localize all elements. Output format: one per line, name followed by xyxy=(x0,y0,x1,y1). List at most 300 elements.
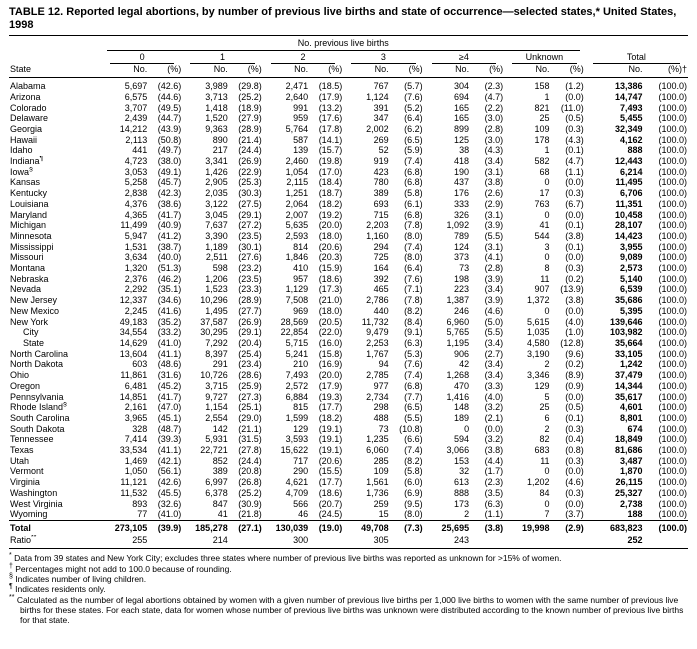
count-cell: 2 xyxy=(544,423,550,434)
percent-cell: (0.1) xyxy=(565,145,584,156)
percent-cell xyxy=(148,535,182,549)
count-cell: 3,341 xyxy=(205,156,228,167)
count-cell: 613 xyxy=(454,477,470,488)
count-cell: 3,707 xyxy=(124,102,148,113)
percent-cell: (18.6) xyxy=(318,273,343,284)
count-cell: 465 xyxy=(373,284,389,295)
count-cell: 977 xyxy=(373,380,389,391)
count-cell: 5 xyxy=(544,391,550,402)
percent-cell: (3.8) xyxy=(484,177,504,188)
percent-cell: (15.8) xyxy=(318,348,343,359)
percent-cell: (3.4) xyxy=(484,156,504,167)
no-header: No. xyxy=(343,64,389,77)
percent-cell: (0.0) xyxy=(565,252,584,263)
percent-cell: (41.1) xyxy=(157,348,182,359)
count-cell: 347 xyxy=(373,113,389,124)
count-cell: 957 xyxy=(293,273,309,284)
percent-cell: (38.7) xyxy=(157,241,182,252)
count-cell: 767 xyxy=(373,81,389,92)
percent-cell: (4.6) xyxy=(565,477,584,488)
count-cell: 2,115 xyxy=(286,177,309,188)
state-label: Washington xyxy=(10,487,58,498)
percent-cell: (31.6) xyxy=(157,370,182,381)
percent-cell: (3.4) xyxy=(484,370,504,381)
count-cell: 3 xyxy=(544,241,550,252)
percent-cell: (19.0) xyxy=(309,520,343,534)
percent-cell: (0.3) xyxy=(565,487,584,498)
count-cell: 5,455 xyxy=(620,113,643,124)
table-row xyxy=(9,349,688,360)
count-cell: 129 xyxy=(293,423,309,434)
count-cell: 328 xyxy=(132,423,148,434)
percent-cell: (6.8) xyxy=(404,177,423,188)
percent-cell: (6.1) xyxy=(404,198,423,209)
count-cell: 178 xyxy=(534,134,550,145)
count-cell: 5,947 xyxy=(124,230,148,241)
count-cell: 12,443 xyxy=(615,156,643,167)
percent-cell: (100.0) xyxy=(658,198,687,209)
count-cell: 6,378 xyxy=(205,487,228,498)
count-cell: 888 xyxy=(627,145,643,156)
count-cell: 3,989 xyxy=(205,81,228,92)
count-cell: 304 xyxy=(454,81,470,92)
count-cell: 1 xyxy=(544,145,550,156)
count-cell: 1,426 xyxy=(205,166,228,177)
percent-cell: (0.4) xyxy=(565,434,584,445)
percent-cell: (39.9) xyxy=(148,520,182,534)
count-cell: 389 xyxy=(373,188,389,199)
count-cell: 109 xyxy=(373,466,389,477)
count-cell: 1,561 xyxy=(366,477,389,488)
percent-cell: (3.9) xyxy=(484,273,504,284)
percent-cell: (6.9) xyxy=(404,487,423,498)
no-header: No. xyxy=(182,64,228,77)
percent-cell: (23.5) xyxy=(238,230,262,241)
count-cell: 1,469 xyxy=(124,455,148,466)
count-cell: 906 xyxy=(454,348,470,359)
count-cell: 153 xyxy=(454,455,470,466)
percent-cell: (18.9) xyxy=(238,102,262,113)
count-cell: 2,905 xyxy=(205,177,228,188)
table-row xyxy=(9,499,688,510)
percent-cell: (7.8) xyxy=(404,220,423,231)
count-cell: 46 xyxy=(298,509,309,520)
percent-cell: (100.0) xyxy=(658,273,687,284)
column-group-1: 1 xyxy=(182,51,262,65)
percent-cell: (6.8) xyxy=(404,380,423,391)
percent-cell: (7.6) xyxy=(404,273,423,284)
count-cell: 852 xyxy=(212,455,228,466)
percent-cell: (2.3) xyxy=(484,477,504,488)
table-row xyxy=(9,359,688,370)
count-cell: 1,251 xyxy=(285,188,309,199)
state-label: Total xyxy=(9,520,102,534)
percent-cell: (41.0) xyxy=(157,337,182,348)
percent-cell: (0.3) xyxy=(565,263,584,274)
percent-cell: (100.0) xyxy=(658,509,687,520)
percent-cell: (2.9) xyxy=(484,198,504,209)
percent-cell: (6.2) xyxy=(404,123,423,134)
count-cell: 391 xyxy=(373,102,389,113)
header-cols-row xyxy=(9,51,688,65)
count-cell: 2,786 xyxy=(366,295,389,306)
percent-cell: (17.7) xyxy=(318,402,343,413)
table-row xyxy=(9,295,688,306)
count-cell: 389 xyxy=(212,466,228,477)
table-row xyxy=(9,188,688,199)
percent-cell: (0.1) xyxy=(565,220,584,231)
count-cell: 1,599 xyxy=(285,412,309,423)
percent-cell: (8.4) xyxy=(404,316,423,327)
count-cell: 2,035 xyxy=(205,188,228,199)
percent-cell: (4.0) xyxy=(484,391,504,402)
percent-cell: (3.8) xyxy=(565,295,584,306)
count-cell: 285 xyxy=(373,455,389,466)
count-cell: 488 xyxy=(373,412,389,423)
percent-cell: (100.0) xyxy=(658,81,687,92)
count-cell: 2,439 xyxy=(124,113,148,124)
count-cell: 1,767 xyxy=(366,348,389,359)
percent-cell: (0.0) xyxy=(565,466,584,477)
table-row xyxy=(9,113,688,124)
count-cell: 11,499 xyxy=(120,220,148,231)
count-cell: 12,337 xyxy=(119,295,148,306)
state-label: Kentucky xyxy=(10,188,48,199)
percent-cell: (5.9) xyxy=(404,145,423,156)
count-cell: 333 xyxy=(454,198,470,209)
count-cell: 5,258 xyxy=(124,177,148,188)
count-cell: 7 xyxy=(544,509,550,520)
percent-cell: (3.5) xyxy=(484,487,504,498)
count-cell: 41 xyxy=(217,509,228,520)
percent-cell: (17.8) xyxy=(318,123,343,134)
count-cell: 3,122 xyxy=(205,198,228,209)
percent-cell: (13.2) xyxy=(318,102,343,113)
percent-cell: (17.6) xyxy=(318,113,343,124)
percent-cell: (3.2) xyxy=(484,402,504,413)
percent-cell: (6.4) xyxy=(404,113,423,124)
pct-header: (%) xyxy=(551,64,585,77)
table-row xyxy=(9,434,688,445)
table-row xyxy=(9,466,688,477)
state-label: Ratio** xyxy=(9,535,102,549)
percent-cell: (2.6) xyxy=(484,188,504,199)
state-label: Iowa§ xyxy=(10,166,33,177)
count-cell: 1,242 xyxy=(620,359,643,370)
percent-cell: (2.1) xyxy=(484,412,504,423)
table-row xyxy=(9,263,688,274)
count-cell: 34,554 xyxy=(119,327,148,338)
count-cell: 1,160 xyxy=(366,230,389,241)
count-cell: 544 xyxy=(534,230,550,241)
count-cell: 4,723 xyxy=(124,156,148,167)
footnote: ** Calculated as the number of legal abortions obtained by women with a given number of previous live births per 1,000 live births to women with the same number of previous live births for these states. For each state, data for women whose number of previous live births was unknown were distributed according to the known number of previous live births for that state. xyxy=(9,593,684,626)
state-label: Texas xyxy=(10,445,34,456)
count-cell: 22,854 xyxy=(280,327,309,338)
count-cell: 815 xyxy=(293,402,309,413)
percent-cell: (18.0) xyxy=(318,305,343,316)
count-cell: 5,615 xyxy=(527,316,550,327)
count-cell: 3,715 xyxy=(205,380,228,391)
table-row xyxy=(9,477,688,488)
table-row xyxy=(9,327,688,338)
count-cell: 37,479 xyxy=(615,370,643,381)
percent-cell: (25.4) xyxy=(238,348,262,359)
percent-cell: (100.0) xyxy=(658,477,687,488)
percent-cell: (6.0) xyxy=(404,477,423,488)
percent-cell xyxy=(551,535,585,549)
percent-cell: (18.6) xyxy=(318,487,343,498)
percent-cell: (100.0) xyxy=(658,402,687,413)
count-cell: 6,060 xyxy=(366,445,389,456)
percent-cell: (100.0) xyxy=(658,359,687,370)
count-cell: 1,050 xyxy=(124,466,148,477)
percent-cell: (9.5) xyxy=(404,498,423,509)
count-cell: 26,115 xyxy=(615,477,643,488)
count-cell: 3,487 xyxy=(620,455,643,466)
count-cell: 291 xyxy=(212,359,228,370)
percent-cell: (100.0) xyxy=(658,337,687,348)
percent-cell: (2.7) xyxy=(484,348,504,359)
state-label: Minnesota xyxy=(10,230,52,241)
percent-cell: (44.6) xyxy=(157,91,182,102)
count-cell: 129 xyxy=(534,380,550,391)
percent-cell: (15.9) xyxy=(318,263,343,274)
count-cell: 3,713 xyxy=(205,91,228,102)
percent-cell: (38.6) xyxy=(157,198,182,209)
percent-cell: (0.0) xyxy=(565,498,584,509)
count-cell: 11,732 xyxy=(361,316,389,327)
count-cell: 32,349 xyxy=(615,123,643,134)
table-row xyxy=(9,535,688,549)
state-label: Indiana¶ xyxy=(10,156,44,167)
count-cell: 6,214 xyxy=(620,166,643,177)
count-cell xyxy=(504,535,550,549)
percent-cell: (100.0) xyxy=(658,455,687,466)
percent-cell: (100.0) xyxy=(658,134,687,145)
count-cell: 10,726 xyxy=(200,370,228,381)
count-cell: 252 xyxy=(585,535,644,549)
percent-cell: (0.0) xyxy=(484,423,504,434)
state-label: West Virginia xyxy=(10,498,63,509)
percent-cell: (4.7) xyxy=(565,156,584,167)
state-label: Arizona xyxy=(10,91,41,102)
count-cell: 1,418 xyxy=(205,102,228,113)
percent-cell: (100.0) xyxy=(658,305,687,316)
count-cell: 763 xyxy=(534,198,550,209)
percent-cell: (7.6) xyxy=(404,359,423,370)
table-row xyxy=(9,445,688,456)
count-cell: 3,190 xyxy=(527,348,550,359)
count-cell: 3,053 xyxy=(124,166,148,177)
percent-cell: (19.8) xyxy=(318,156,343,167)
count-cell: 1,189 xyxy=(205,241,228,252)
count-cell: 41 xyxy=(539,220,550,231)
percent-cell: (1.2) xyxy=(565,81,584,92)
percent-cell: (0.1) xyxy=(565,412,584,423)
percent-cell: (0.0) xyxy=(565,91,584,102)
count-cell: 8 xyxy=(544,263,550,274)
count-cell: 273,105 xyxy=(102,520,148,534)
percent-cell: (49.5) xyxy=(157,102,182,113)
header-sub-row xyxy=(9,64,688,77)
count-cell: 42 xyxy=(459,359,470,370)
percent-cell: (100.0) xyxy=(658,327,687,338)
count-cell: 5,140 xyxy=(620,273,643,284)
count-cell: 919 xyxy=(373,156,389,167)
percent-cell: (45.1) xyxy=(157,412,182,423)
count-cell: 603 xyxy=(132,359,148,370)
count-cell: 890 xyxy=(212,134,228,145)
count-cell: 5,931 xyxy=(205,434,228,445)
percent-cell: (2.3) xyxy=(484,81,504,92)
percent-cell: (7.7) xyxy=(404,391,423,402)
percent-cell: (100.0) xyxy=(658,230,687,241)
table-row xyxy=(9,252,688,263)
percent-cell: (28.6) xyxy=(238,370,262,381)
percent-cell: (17.0) xyxy=(318,166,343,177)
count-cell: 2,203 xyxy=(366,220,389,231)
count-cell: 587 xyxy=(293,134,309,145)
percent-cell: (21.1) xyxy=(238,423,262,434)
count-cell: 3,390 xyxy=(205,230,228,241)
percent-cell: (19.3) xyxy=(318,391,343,402)
percent-cell: (34.6) xyxy=(157,295,182,306)
column-group-3: 3 xyxy=(343,51,423,65)
pct-header: (%) xyxy=(148,64,182,77)
column-group-ge4: ≥4 xyxy=(424,51,504,65)
percent-cell: (48.7) xyxy=(157,423,182,434)
count-cell: 11 xyxy=(540,455,550,466)
count-cell: 124 xyxy=(454,241,470,252)
count-cell: 243 xyxy=(424,535,470,549)
count-cell: 139 xyxy=(293,145,309,156)
percent-cell: (23.5) xyxy=(238,273,262,284)
percent-cell: (8.0) xyxy=(404,252,423,263)
percent-cell: (3.4) xyxy=(484,284,504,295)
percent-cell: (100.0) xyxy=(658,188,687,199)
table-row xyxy=(9,284,688,295)
count-cell: 423 xyxy=(373,166,389,177)
percent-cell: (45.7) xyxy=(157,177,182,188)
header-corner xyxy=(9,36,102,51)
count-cell: 5,764 xyxy=(285,123,309,134)
count-cell: 14,747 xyxy=(615,91,643,102)
percent-cell: (5.8) xyxy=(404,188,423,199)
table-row xyxy=(9,78,688,92)
percent-cell: (0.8) xyxy=(565,445,584,456)
percent-cell: (100.0) xyxy=(658,156,687,167)
percent-cell: (17.9) xyxy=(318,380,343,391)
footnotes-block xyxy=(9,553,688,625)
count-cell: 1,054 xyxy=(285,166,309,177)
count-cell: 300 xyxy=(263,535,309,549)
state-label: Ohio xyxy=(10,370,30,381)
column-group-unknown: Unknown xyxy=(504,51,585,65)
state-label: Delaware xyxy=(10,113,49,124)
percent-cell: (46.2) xyxy=(157,273,182,284)
table-row xyxy=(9,509,688,520)
count-cell: 2,113 xyxy=(125,134,148,145)
count-cell: 94 xyxy=(378,359,389,370)
count-cell: 18,849 xyxy=(615,434,643,445)
percent-cell: (31.5) xyxy=(238,434,262,445)
count-cell: 4,621 xyxy=(285,477,309,488)
count-cell: 10,458 xyxy=(615,209,643,220)
count-cell: 4,376 xyxy=(124,198,148,209)
state-label: North Carolina xyxy=(10,348,69,359)
count-cell: 2,738 xyxy=(620,498,643,509)
count-cell: 1,372 xyxy=(527,295,550,306)
count-cell: 25 xyxy=(539,113,550,124)
count-cell: 5,395 xyxy=(620,305,643,316)
count-cell: 821 xyxy=(534,102,550,113)
percent-cell: (20.0) xyxy=(318,220,343,231)
count-cell: 14,423 xyxy=(615,230,643,241)
count-cell: 11,495 xyxy=(615,177,643,188)
count-cell: 3,346 xyxy=(527,370,550,381)
percent-cell: (100.0) xyxy=(658,423,687,434)
count-cell: 2,734 xyxy=(366,391,389,402)
table-row xyxy=(9,231,688,242)
count-cell: 893 xyxy=(132,498,148,509)
count-cell: 52 xyxy=(378,145,389,156)
percent-cell xyxy=(470,535,504,549)
percent-cell: (9.1) xyxy=(404,327,423,338)
count-cell: 8,801 xyxy=(620,412,643,423)
percent-cell xyxy=(390,535,424,549)
percent-cell: (2.9) xyxy=(551,520,585,534)
percent-cell: (42.1) xyxy=(157,455,182,466)
percent-cell: (3.4) xyxy=(484,359,504,370)
count-cell: 259 xyxy=(373,498,389,509)
count-cell: 373 xyxy=(454,252,470,263)
percent-cell: (4.4) xyxy=(484,455,504,466)
percent-cell xyxy=(309,535,343,549)
count-cell: 2,471 xyxy=(285,81,309,92)
total-group-spacer xyxy=(585,36,688,51)
state-label: Nevada xyxy=(10,284,42,295)
count-cell: 14,212 xyxy=(119,123,148,134)
percent-cell: (25.1) xyxy=(238,402,262,413)
percent-cell: (27.5) xyxy=(238,198,262,209)
footnote: § Indicates number of living children. xyxy=(9,573,147,584)
percent-cell: (23.4) xyxy=(238,359,262,370)
percent-cell: (100.0) xyxy=(658,445,687,456)
state-label: Kansas xyxy=(10,177,41,188)
percent-cell: (7.4) xyxy=(404,156,423,167)
count-cell: 68 xyxy=(539,166,550,177)
count-cell: 1,520 xyxy=(205,113,228,124)
count-cell: 2,554 xyxy=(205,412,228,423)
pct-header: (%) xyxy=(229,64,263,77)
count-cell: 139,646 xyxy=(610,316,643,327)
percent-cell: (29.1) xyxy=(238,209,262,220)
state-label: Vermont xyxy=(10,466,44,477)
count-cell: 9,089 xyxy=(620,252,643,263)
count-cell: 33,105 xyxy=(615,348,643,359)
count-cell: 1,870 xyxy=(620,466,643,477)
count-cell: 142 xyxy=(212,423,228,434)
percent-cell: (41.7) xyxy=(157,209,182,220)
count-cell: 25,695 xyxy=(424,520,470,534)
count-cell: 269 xyxy=(373,134,389,145)
count-cell: 210 xyxy=(293,359,309,370)
table-row xyxy=(9,199,688,210)
count-cell: 1,092 xyxy=(446,220,470,231)
percent-cell: (26.8) xyxy=(238,477,262,488)
count-cell: 3,965 xyxy=(124,412,148,423)
